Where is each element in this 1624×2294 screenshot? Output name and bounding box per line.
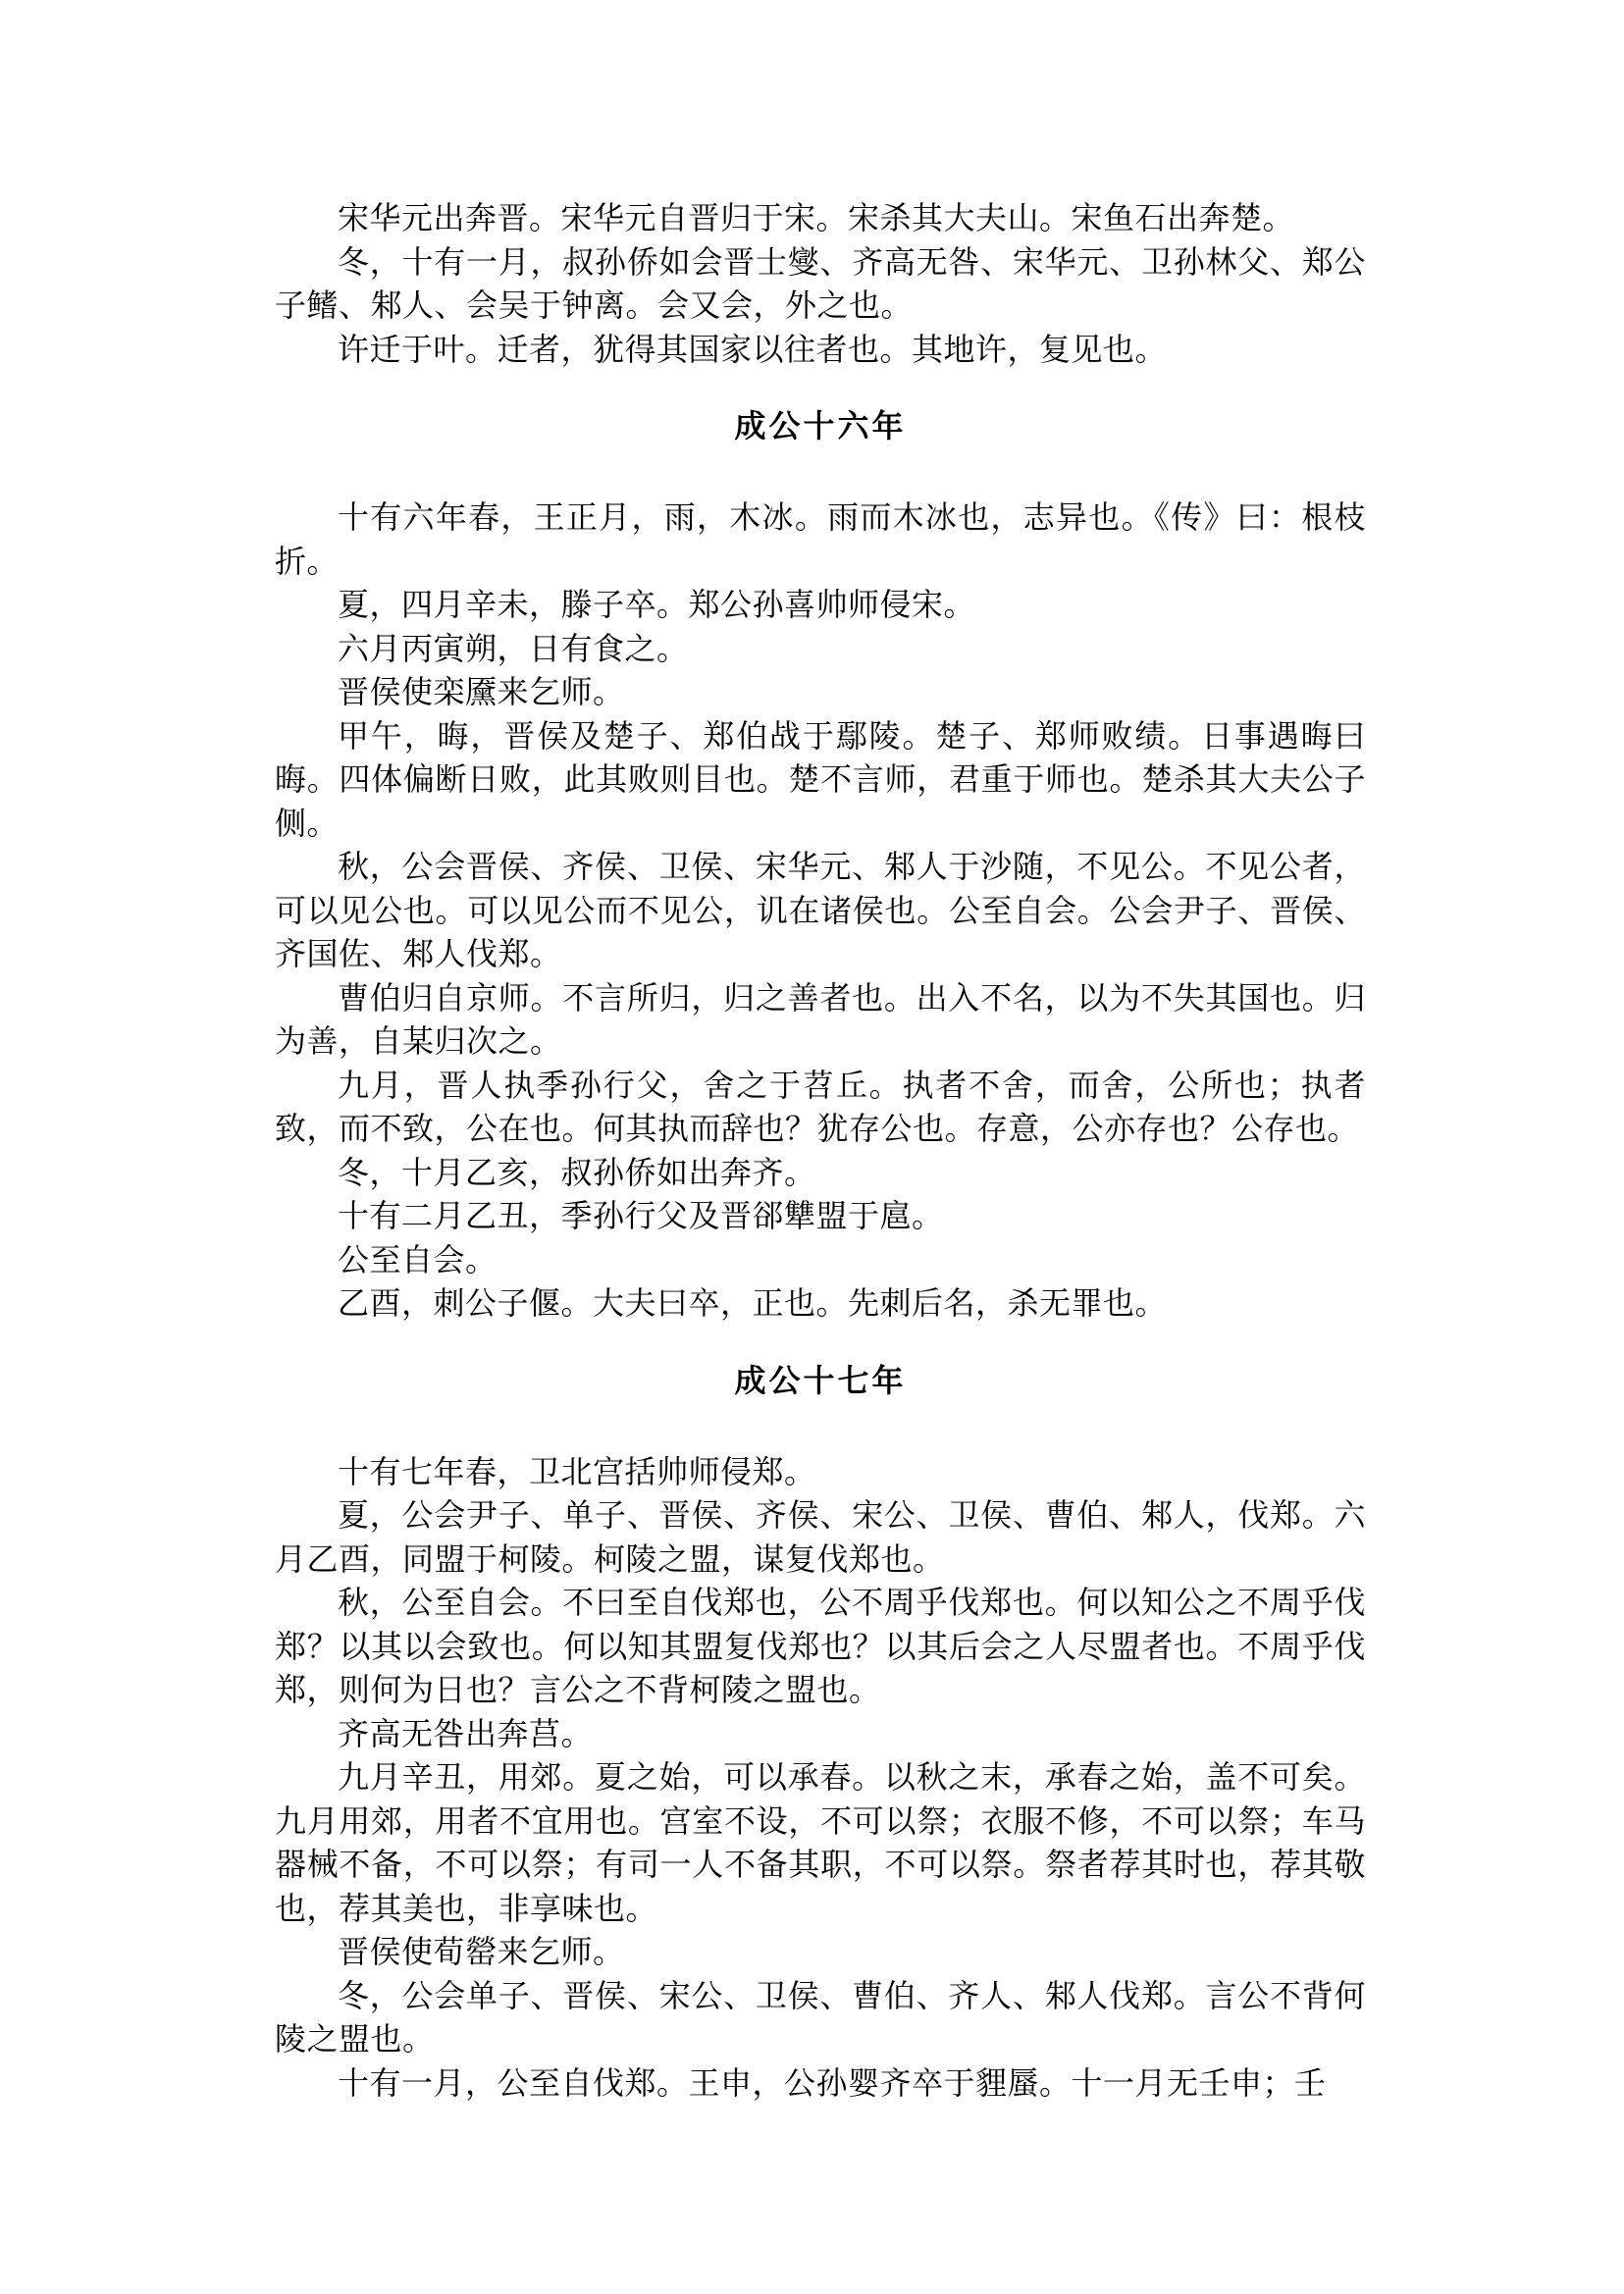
paragraph: 齐高无咎出奔莒。 [338, 1714, 594, 1752]
paragraph: 冬，十有一月，叔孙侨如会晋士燮、齐高无咎、宋华元、卫孙林父、郑公子鳍、邾人、会吴于钟离。会又会，外之也。 [275, 242, 1366, 324]
paragraph: 许迁于叶。迁者，犹得其国家以往者也。其地许，复见也。 [338, 330, 1168, 368]
paragraph: 秋，公至自会。不曰至自伐郑也，公不周乎伐郑也。何以知公之不周乎伐郑？以其以会致也。何以知其盟复伐郑也？以其后会之人尽盟者也。不周乎伐郑，则何为日也？言公之不背柯陵之盟也。 [275, 1584, 1366, 1708]
paragraph: 曹伯归自京师。不言所归，归之善者也。出入不名，以为不失其国也。归为善，自某归次之。 [275, 978, 1366, 1060]
paragraph: 秋，公会晋侯、齐侯、卫侯、宋华元、邾人于沙随，不见公。不见公者，可以见公也。可以见公而不见公，讥在诸侯也。公至自会。公会尹子、晋侯、齐国佐、邾人伐郑。 [275, 848, 1366, 972]
paragraph: 夏，四月辛未，滕子卒。郑公孙喜帅师侵宋。 [338, 586, 976, 623]
paragraph: 六月丙寅朔，日有食之。 [338, 629, 689, 667]
paragraph: 乙酉，刺公子偃。大夫曰卒，正也。先刺后名，杀无罪也。 [338, 1284, 1168, 1322]
paragraph: 十有六年春，王正月，雨，木冰。雨而木冰也，志异也。《传》曰：根枝折。 [275, 498, 1366, 580]
section-title: 成公十六年 [734, 407, 907, 444]
section-title: 成公十七年 [734, 1361, 907, 1399]
paragraph: 九月辛丑，用郊。夏之始，可以承春。以秋之末，承春之始，盖不可矣。九月用郊，用者不宜用也。宫室不设，不可以祭；衣服不修，不可以祭；车马器械不备，不可以祭；有司一人不备其职，不可以祭。祭者荐其时也，荐其敬也，荐其美也，非享味也。 [275, 1758, 1366, 1927]
paragraph: 晋侯使荀罃来乞师。 [338, 1933, 625, 1970]
document-page [275, 196, 1366, 2105]
paragraph: 宋华元出奔晋。宋华元自晋归于宋。宋杀其大夫山。宋鱼石出奔楚。 [338, 199, 1295, 236]
paragraph: 冬，公会单子、晋侯、宋公、卫侯、曹伯、齐人、邾人伐郑。言公不背何陵之盟也。 [275, 1976, 1366, 2058]
section-chenggong-16 [275, 404, 1366, 1326]
paragraph: 十有七年春，卫北宫括帅师侵郑。 [338, 1452, 816, 1490]
paragraph: 甲午，晦，晋侯及楚子、郑伯战于鄢陵。楚子、郑师败绩。日事遇晦曰晦。四体偏断日败，此其败则目也。楚不言师，君重于师也。楚杀其大夫公子侧。 [275, 716, 1366, 842]
paragraph: 十有一月，公至自伐郑。王申，公孙婴齐卒于貍蜃。十一月无壬申；壬 [338, 2063, 1327, 2102]
paragraph: 公至自会。 [338, 1240, 498, 1278]
paragraph: 九月，晋人执季孙行父，舍之于苕丘。执者不舍，而舍，公所也；执者致，而不致，公在也。何其执而辞也？犹存公也。存意，公亦存也？公存也。 [275, 1066, 1366, 1147]
section-chenggong-17 [275, 1359, 1366, 2106]
section-chenggong-15-end [275, 196, 1366, 371]
paragraph: 晋侯使栾黡来乞师。 [338, 673, 625, 710]
paragraph: 十有二月乙丑，季孙行父及晋郤犨盟于扈。 [338, 1197, 944, 1234]
paragraph: 夏，公会尹子、单子、晋侯、齐侯、宋公、卫侯、曹伯、邾人，伐郑。六月乙酉，同盟于柯陵。柯陵之盟，谋复伐郑也。 [275, 1496, 1366, 1578]
paragraph: 冬，十月乙亥，叔孙侨如出奔齐。 [338, 1153, 816, 1191]
